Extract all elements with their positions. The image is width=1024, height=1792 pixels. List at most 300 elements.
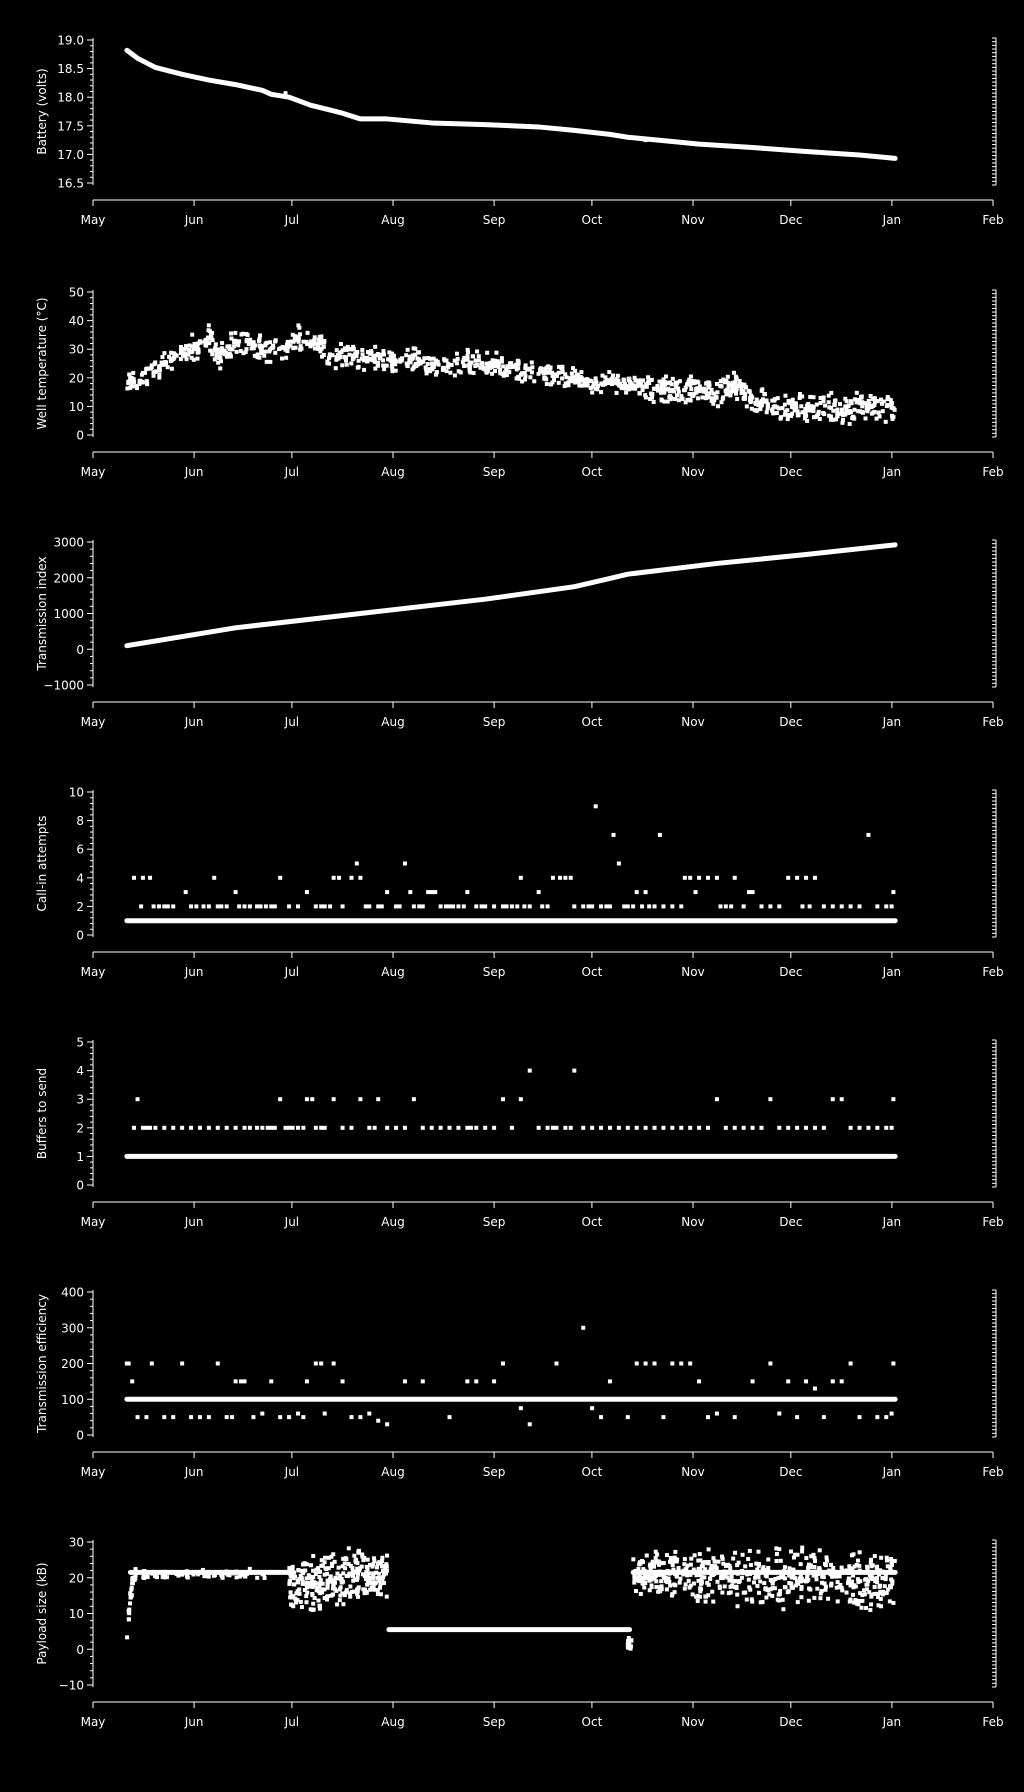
data-point	[796, 413, 800, 417]
data-point	[564, 375, 568, 379]
data-point	[203, 339, 207, 343]
data-point	[708, 383, 712, 387]
data-point	[515, 904, 519, 908]
data-point	[667, 395, 671, 399]
series-1	[127, 50, 895, 158]
x-tick-label: May	[80, 1715, 106, 1729]
data-point	[532, 379, 536, 383]
data-point	[441, 368, 445, 372]
data-point	[756, 1575, 760, 1579]
y-tick-label: 0	[76, 928, 84, 943]
data-point	[505, 904, 509, 908]
data-point	[851, 1593, 855, 1597]
data-point	[219, 904, 223, 908]
data-point	[777, 904, 781, 908]
x-tick-label: Dec	[779, 213, 803, 227]
data-point	[309, 343, 313, 347]
data-point	[822, 412, 826, 416]
data-point	[364, 904, 368, 908]
data-point	[811, 1570, 815, 1574]
data-point	[858, 904, 862, 908]
data-point	[647, 1575, 651, 1579]
data-point	[367, 904, 371, 908]
data-point	[661, 904, 665, 908]
data-point	[353, 1571, 357, 1575]
data-point	[827, 405, 831, 409]
data-point	[711, 1600, 715, 1604]
data-point	[855, 391, 859, 395]
data-point	[385, 1126, 389, 1130]
data-point	[777, 1126, 781, 1130]
data-point	[763, 1587, 767, 1591]
data-point	[626, 1415, 630, 1419]
data-point	[373, 345, 377, 349]
data-point	[485, 351, 489, 355]
y-tick-label: 2000	[53, 571, 84, 586]
data-point	[354, 1560, 358, 1564]
y-tick-label: 6	[76, 842, 84, 857]
data-point	[603, 380, 607, 384]
data-point	[625, 384, 629, 388]
series-2	[125, 1326, 896, 1427]
y-tick-label: 300	[61, 1321, 84, 1336]
data-point	[426, 362, 430, 366]
data-point	[889, 406, 893, 410]
data-point	[789, 1550, 793, 1554]
data-point	[155, 1575, 159, 1579]
data-point	[735, 376, 739, 380]
data-point	[287, 904, 291, 908]
data-point	[361, 1558, 365, 1562]
data-point	[127, 1611, 131, 1615]
data-point	[697, 1379, 701, 1383]
data-point	[334, 366, 338, 370]
data-point	[735, 1563, 739, 1567]
data-point	[786, 876, 790, 880]
data-point	[474, 1379, 478, 1383]
data-point	[815, 1587, 819, 1591]
series-line	[127, 545, 895, 646]
data-point	[385, 364, 389, 368]
series-8	[631, 1546, 896, 1612]
chart-panel-5	[35, 1036, 1004, 1230]
data-point	[673, 1550, 677, 1554]
data-point	[865, 1587, 869, 1591]
data-point	[322, 1587, 326, 1591]
data-point	[180, 1362, 184, 1366]
data-point	[338, 355, 342, 359]
data-point	[670, 382, 674, 386]
data-point	[869, 1574, 873, 1578]
data-point	[759, 904, 763, 908]
data-point	[297, 1577, 301, 1581]
data-point	[338, 1598, 342, 1602]
data-point	[403, 862, 407, 866]
data-point	[208, 349, 212, 353]
data-point	[782, 1570, 786, 1574]
data-point	[288, 1579, 292, 1583]
data-point	[873, 1579, 877, 1583]
data-point	[813, 876, 817, 880]
data-point	[270, 346, 274, 350]
data-point	[793, 1553, 797, 1557]
data-point	[400, 358, 404, 362]
data-point	[212, 1574, 216, 1578]
data-point	[734, 392, 738, 396]
chart-panel-6	[35, 1286, 1004, 1480]
data-point	[715, 1412, 719, 1416]
data-point	[557, 381, 561, 385]
data-point	[759, 1126, 763, 1130]
data-point	[573, 381, 577, 385]
data-point	[727, 1591, 731, 1595]
data-point	[875, 904, 879, 908]
data-point	[752, 1580, 756, 1584]
data-point	[331, 1582, 335, 1586]
data-point	[162, 351, 166, 355]
data-point	[734, 388, 738, 392]
x-tick-label: Dec	[779, 1215, 803, 1229]
data-point	[885, 1558, 889, 1562]
x-tick-label: Oct	[581, 1715, 603, 1729]
data-point	[670, 1594, 674, 1598]
data-point	[366, 1581, 370, 1585]
data-point	[148, 1126, 152, 1130]
data-point	[827, 1569, 831, 1573]
data-point	[753, 1576, 757, 1580]
data-point	[344, 348, 348, 352]
data-point	[869, 394, 873, 398]
data-point	[364, 1590, 368, 1594]
data-point	[229, 336, 233, 340]
data-point	[735, 1593, 739, 1597]
data-point	[434, 373, 438, 377]
x-tick-label: Aug	[381, 1715, 405, 1729]
data-point	[696, 1559, 700, 1563]
data-point	[243, 1574, 247, 1578]
x-tick-label: Sep	[482, 213, 506, 227]
data-point	[881, 409, 885, 413]
data-point	[355, 862, 359, 866]
data-point	[300, 1605, 304, 1609]
data-point	[758, 1570, 762, 1574]
data-point	[545, 382, 549, 386]
data-point	[659, 1579, 663, 1583]
data-point	[480, 904, 484, 908]
data-point	[772, 399, 776, 403]
data-point	[376, 1419, 380, 1423]
data-point	[787, 413, 791, 417]
data-point	[856, 409, 860, 413]
series-4	[125, 1567, 137, 1639]
data-point	[255, 1576, 259, 1580]
data-point	[501, 364, 505, 368]
data-point	[305, 1379, 309, 1383]
data-point	[856, 1599, 860, 1603]
data-point	[212, 876, 216, 880]
data-point	[849, 1362, 853, 1366]
data-point	[860, 1599, 864, 1603]
data-point	[783, 1585, 787, 1589]
data-point	[538, 370, 542, 374]
data-point	[475, 363, 479, 367]
data-point	[265, 360, 269, 364]
data-point	[632, 383, 636, 387]
x-tick-label: May	[80, 465, 106, 479]
x-tick-label: Jul	[284, 1715, 300, 1729]
data-point	[376, 1097, 380, 1101]
data-point	[417, 350, 421, 354]
data-point	[665, 1580, 669, 1584]
data-point	[697, 876, 701, 880]
data-point	[448, 1126, 452, 1130]
data-point	[523, 378, 527, 382]
data-point	[453, 373, 457, 377]
y-tick-label: 1	[76, 1149, 84, 1164]
data-point	[766, 1557, 770, 1561]
data-point	[644, 1126, 648, 1130]
y-tick-label: 40	[68, 314, 84, 329]
data-point	[805, 1579, 809, 1583]
data-point	[851, 1574, 855, 1578]
data-point	[888, 1599, 892, 1603]
data-point	[341, 1379, 345, 1383]
data-point	[444, 359, 448, 363]
data-point	[231, 1571, 235, 1575]
data-point	[685, 1564, 689, 1568]
data-point	[817, 410, 821, 414]
data-point	[836, 1599, 840, 1603]
data-point	[406, 348, 410, 352]
data-point	[677, 390, 681, 394]
data-point	[207, 1126, 211, 1130]
data-point	[202, 1574, 206, 1578]
data-point	[786, 1590, 790, 1594]
data-point	[314, 904, 318, 908]
data-point	[132, 1577, 136, 1581]
data-point	[323, 1573, 327, 1577]
data-point	[840, 409, 844, 413]
data-point	[444, 904, 448, 908]
data-point	[735, 397, 739, 401]
data-point	[448, 371, 452, 375]
data-point	[480, 365, 484, 369]
data-point	[560, 376, 564, 380]
x-tick-label: Dec	[779, 1715, 803, 1729]
y-tick-label: 0	[76, 1178, 84, 1193]
data-point	[804, 876, 808, 880]
data-point	[366, 1558, 370, 1562]
data-point	[375, 353, 379, 357]
data-point	[184, 890, 188, 894]
data-point	[683, 1587, 687, 1591]
data-point	[781, 1607, 785, 1611]
data-point	[296, 323, 300, 327]
data-point	[708, 391, 712, 395]
data-point	[813, 1559, 817, 1563]
y-axis-label: Transmission efficiency	[35, 1294, 49, 1433]
x-tick-label: Nov	[681, 965, 705, 979]
data-point	[318, 1607, 322, 1611]
y-tick-label: 20	[68, 371, 84, 386]
data-point	[309, 1585, 313, 1589]
data-point	[522, 904, 526, 908]
data-point	[891, 1601, 895, 1605]
y-tick-label: 400	[61, 1285, 84, 1300]
data-point	[339, 1585, 343, 1589]
data-point	[890, 1579, 894, 1583]
data-point	[629, 1644, 633, 1648]
data-point	[800, 904, 804, 908]
data-point	[505, 364, 509, 368]
data-point	[375, 1565, 379, 1569]
data-point	[732, 371, 736, 375]
data-point	[818, 1567, 822, 1571]
data-point	[762, 1581, 766, 1585]
data-point	[787, 1581, 791, 1585]
data-point	[670, 1560, 674, 1564]
data-point	[305, 1097, 309, 1101]
data-point	[659, 398, 663, 402]
data-point	[783, 1565, 787, 1569]
y-tick-label: 17.5	[57, 119, 84, 134]
data-point	[188, 344, 192, 348]
data-point	[480, 362, 484, 366]
data-point	[337, 1566, 341, 1570]
data-point	[313, 1596, 317, 1600]
data-point	[748, 389, 752, 393]
data-point	[378, 1586, 382, 1590]
data-point	[731, 381, 735, 385]
data-point	[750, 395, 754, 399]
data-point	[468, 363, 472, 367]
data-point	[800, 1546, 804, 1550]
data-point	[889, 1557, 893, 1561]
data-point	[792, 405, 796, 409]
data-point	[808, 1588, 812, 1592]
x-tick-label: Aug	[381, 1465, 405, 1479]
data-point	[638, 1562, 642, 1566]
data-point	[715, 390, 719, 394]
data-point	[323, 1126, 327, 1130]
data-point	[492, 904, 496, 908]
data-point	[822, 1126, 826, 1130]
data-point	[661, 1415, 665, 1419]
data-point	[218, 366, 222, 370]
data-point	[831, 904, 835, 908]
data-point	[697, 1570, 701, 1574]
data-point	[445, 369, 449, 373]
data-point	[370, 1586, 374, 1590]
data-point	[658, 833, 662, 837]
data-point	[164, 361, 168, 365]
data-point	[644, 1362, 648, 1366]
data-point	[376, 361, 380, 365]
data-point	[517, 359, 521, 363]
data-point	[228, 347, 232, 351]
x-tick-label: Dec	[779, 465, 803, 479]
data-point	[305, 1562, 309, 1566]
data-point	[708, 1577, 712, 1581]
data-point	[689, 1563, 693, 1567]
data-point	[564, 381, 568, 385]
data-point	[778, 1592, 782, 1596]
series-1	[125, 323, 896, 426]
data-point	[520, 371, 524, 375]
data-point	[572, 904, 576, 908]
data-point	[720, 1591, 724, 1595]
data-point	[319, 1362, 323, 1366]
data-point	[357, 1549, 361, 1553]
data-point	[593, 387, 597, 391]
data-point	[560, 365, 564, 369]
data-point	[379, 1561, 383, 1565]
data-point	[879, 1556, 883, 1560]
data-point	[840, 1566, 844, 1570]
data-point	[659, 391, 663, 395]
x-tick-label: Feb	[982, 1215, 1004, 1229]
data-point	[434, 359, 438, 363]
data-point	[353, 1577, 357, 1581]
data-point	[795, 1126, 799, 1130]
data-point	[715, 876, 719, 880]
data-point	[635, 890, 639, 894]
data-point	[577, 384, 581, 388]
data-point	[723, 1584, 727, 1588]
data-point	[815, 414, 819, 418]
data-point	[474, 1126, 478, 1130]
data-point	[290, 1603, 294, 1607]
data-point	[130, 1586, 134, 1590]
data-point	[843, 404, 847, 408]
data-point	[642, 1586, 646, 1590]
data-point	[233, 331, 237, 335]
data-point	[465, 1379, 469, 1383]
data-point	[303, 1568, 307, 1572]
data-point	[771, 1578, 775, 1582]
data-point	[861, 411, 865, 415]
data-point	[694, 890, 698, 894]
data-point	[361, 352, 365, 356]
data-point	[344, 355, 348, 359]
data-point	[668, 388, 672, 392]
data-point	[766, 1566, 770, 1570]
data-point	[398, 904, 402, 908]
data-point	[430, 890, 434, 894]
data-point	[189, 1126, 193, 1130]
x-tick-label: Jun	[184, 1465, 204, 1479]
data-point	[492, 1126, 496, 1130]
data-point	[317, 1589, 321, 1593]
data-point	[301, 1562, 305, 1566]
data-point	[225, 904, 229, 908]
data-point	[234, 1126, 238, 1130]
data-point	[793, 408, 797, 412]
data-point	[234, 1570, 238, 1574]
data-point	[716, 1560, 720, 1564]
data-point	[673, 397, 677, 401]
data-point	[379, 1592, 383, 1596]
data-point	[848, 1567, 852, 1571]
x-tick-label: May	[80, 965, 106, 979]
data-point	[745, 1598, 749, 1602]
data-point	[633, 376, 637, 380]
data-point	[319, 336, 323, 340]
data-point	[883, 1584, 887, 1588]
data-point	[768, 1362, 772, 1366]
data-point	[143, 1570, 147, 1574]
data-point	[558, 876, 562, 880]
